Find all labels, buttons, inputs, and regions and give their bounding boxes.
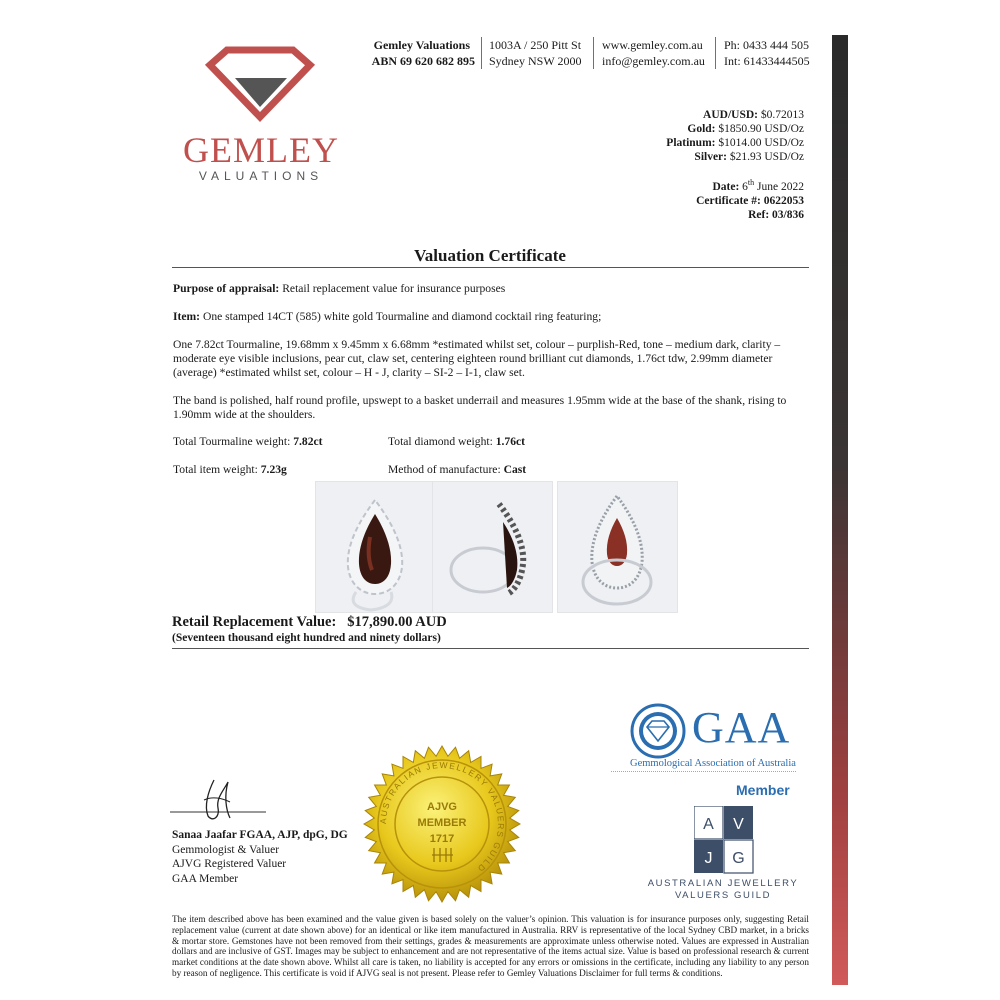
ring-photo-back [557,481,678,613]
item-text: One stamped 14CT (585) white gold Tourmaline and diamond cocktail ring featuring; [202,310,602,323]
disclaimer-text: The item described above has been examined and the value given is based solely on the valuer’s opinion. This valuation is for insurance purposes only, suggesting Retail replacement value (current at date shown above) for an identical or like item manufactured in Australia. RRV is representative of the local Sydney CBD market, in a bricks & mortar store. Gemstones have not been removed from their settings, grades & measurements are approximate unless otherwise noted. Values are expressed in Australian dollars and are inclusive of GST. Images may be subject to enhancement and are not representative of the items actual size. Value is based on professional research & current market conditions at the date shown above. Whilst all care is taken, no liability is accepted for any errors or omissions in the certificate, including any liability to any person by reason of negligence. This certificate is void if AJVG seal is not present. Please refer to Gemley Valuations Disclaimer for full terms & conditions. [172,914,809,978]
rates-block [560,108,804,164]
item-line [173,310,809,324]
band-description: The band is polished, half round profile, upswept to a basket underrail and measures 1.95mm wide at the base of the shank, rising to 1.90mm wide at the shoulders. [173,394,787,421]
decorative-side-bar [832,35,848,985]
manufacture-method-value: Cast [503,463,527,476]
ajvg-name-line2: VALUERS GUILD [674,890,772,901]
ajvg-name-line1: AUSTRALIAN JEWELLERY [647,878,799,889]
item-weight-value: 7.23g [260,463,287,476]
ring-photo-side [432,481,553,613]
tourmaline-weight [173,435,323,449]
gaa-emblem-icon [630,703,686,759]
diamond-weight [388,435,525,449]
address-line2: Sydney NSW 2000 [489,54,582,68]
diamond-weight-label: Total diamond weight: [388,435,493,448]
platinum-value: $1014.00 USD/Oz [718,137,804,149]
tourmaline-weight-label: Total Tourmaline weight: [173,435,291,448]
retail-value-words: (Seventeen thousand eight hundred and ninety dollars) [172,632,441,644]
page-title: Valuation Certificate [414,246,566,265]
date-day: 6 [742,180,748,193]
logo-wordmark: GEMLEY [183,130,339,170]
purpose-label: Purpose of appraisal: [173,282,280,295]
gold-value: $1850.90 USD/Oz [718,123,804,135]
seal-line1: AJVG [427,801,457,813]
website-link[interactable]: www.gemley.com.au [602,38,703,52]
item-weight-label: Total item weight: [173,463,258,476]
seal-line3: 1717 [429,833,455,845]
ajvg-letter-g: G [732,850,745,867]
retail-value-line [172,614,447,631]
item-label: Item: [173,310,201,323]
retail-value-label: Retail Replacement Value: [172,614,337,630]
company-abn: ABN 69 620 682 895 [371,54,475,68]
seal-ring-text: AUSTRALIAN JEWELLERY VALUERS GUILD [377,759,507,875]
logo-subtitle: VALUATIONS [198,169,324,183]
handwritten-signature [168,772,268,824]
diamond-weight-value: 1.76ct [495,435,526,448]
certificate-meta [560,176,804,222]
header-divider [593,37,594,69]
company-name: Gemley Valuations [373,38,470,52]
address-line1: 1003A / 250 Pitt St [489,38,582,52]
certificate-label: Certificate #: [696,194,761,207]
manufacture-method-label: Method of manufacture: [388,463,501,476]
ajvg-letter-j: J [704,850,713,867]
gemley-logo-icon [205,45,315,125]
tourmaline-weight-value: 7.82ct [293,435,323,448]
gold-label: Gold: [687,123,716,135]
header-divider [481,37,482,69]
purpose-text: Retail replacement value for insurance purposes [282,282,506,295]
phone: Ph: 0433 444 505 [724,38,810,52]
date-rest: June 2022 [757,180,804,193]
gaa-acronym: GAA [692,703,791,752]
platinum-label: Platinum: [666,137,716,149]
ajvg-letter-v: V [733,816,744,833]
header-divider [715,37,716,69]
aud-usd-value: $0.72013 [760,109,804,121]
ajvg-name [630,878,816,902]
item-description: One 7.82ct Tourmaline, 19.68mm x 9.45mm x 6.68mm *estimated whilst set, colour – purplish-Red, tone – medium dark, clarity – moderate eye visible inclusions, pear cut, claw set, centering eighteen round brilliant cut diamonds, 1.76ct tdw, 2.99mm diameter (average) *estimated whilst set, colour – H - J, clarity – SI-2 – I-1, claw set. [173,338,781,379]
item-weight [173,463,287,477]
manufacture-method [388,463,526,477]
retail-value-amount: $17,890.00 AUD [347,614,447,630]
ajvg-gold-seal [362,744,522,904]
signatory-name: Sanaa Jaafar FGAA, AJP, dpG, DG [172,829,348,841]
date-suffix: th [747,178,755,187]
seal-line2: MEMBER [417,817,467,829]
signatory-role: AJVG Registered Valuer [172,858,287,870]
gaa-full-name: Gemmological Association of Australia [630,758,796,769]
date-label: Date: [712,180,740,193]
signatory-role: GAA Member [172,872,239,885]
email-link[interactable]: info@gemley.com.au [602,54,705,68]
ring-photo-front [315,481,436,613]
value-underline [172,648,809,649]
ajvg-logo-icon [694,806,754,874]
gaa-divider [611,771,796,773]
silver-value: $21.93 USD/Oz [729,151,804,163]
aud-usd-label: AUD/USD: [703,109,758,121]
ref-number: 03/836 [772,208,804,221]
int-phone: Int: 61433444505 [724,54,810,68]
certificate-number: 0622053 [763,194,804,207]
ajvg-letter-a: A [703,816,714,833]
title-underline [172,267,809,268]
signatory-block [172,828,348,886]
signatory-role: Gemmologist & Valuer [172,843,280,856]
silver-label: Silver: [694,151,727,163]
ref-label: Ref: [748,208,770,221]
gaa-member: Member [736,782,790,798]
purpose-line [173,282,809,296]
